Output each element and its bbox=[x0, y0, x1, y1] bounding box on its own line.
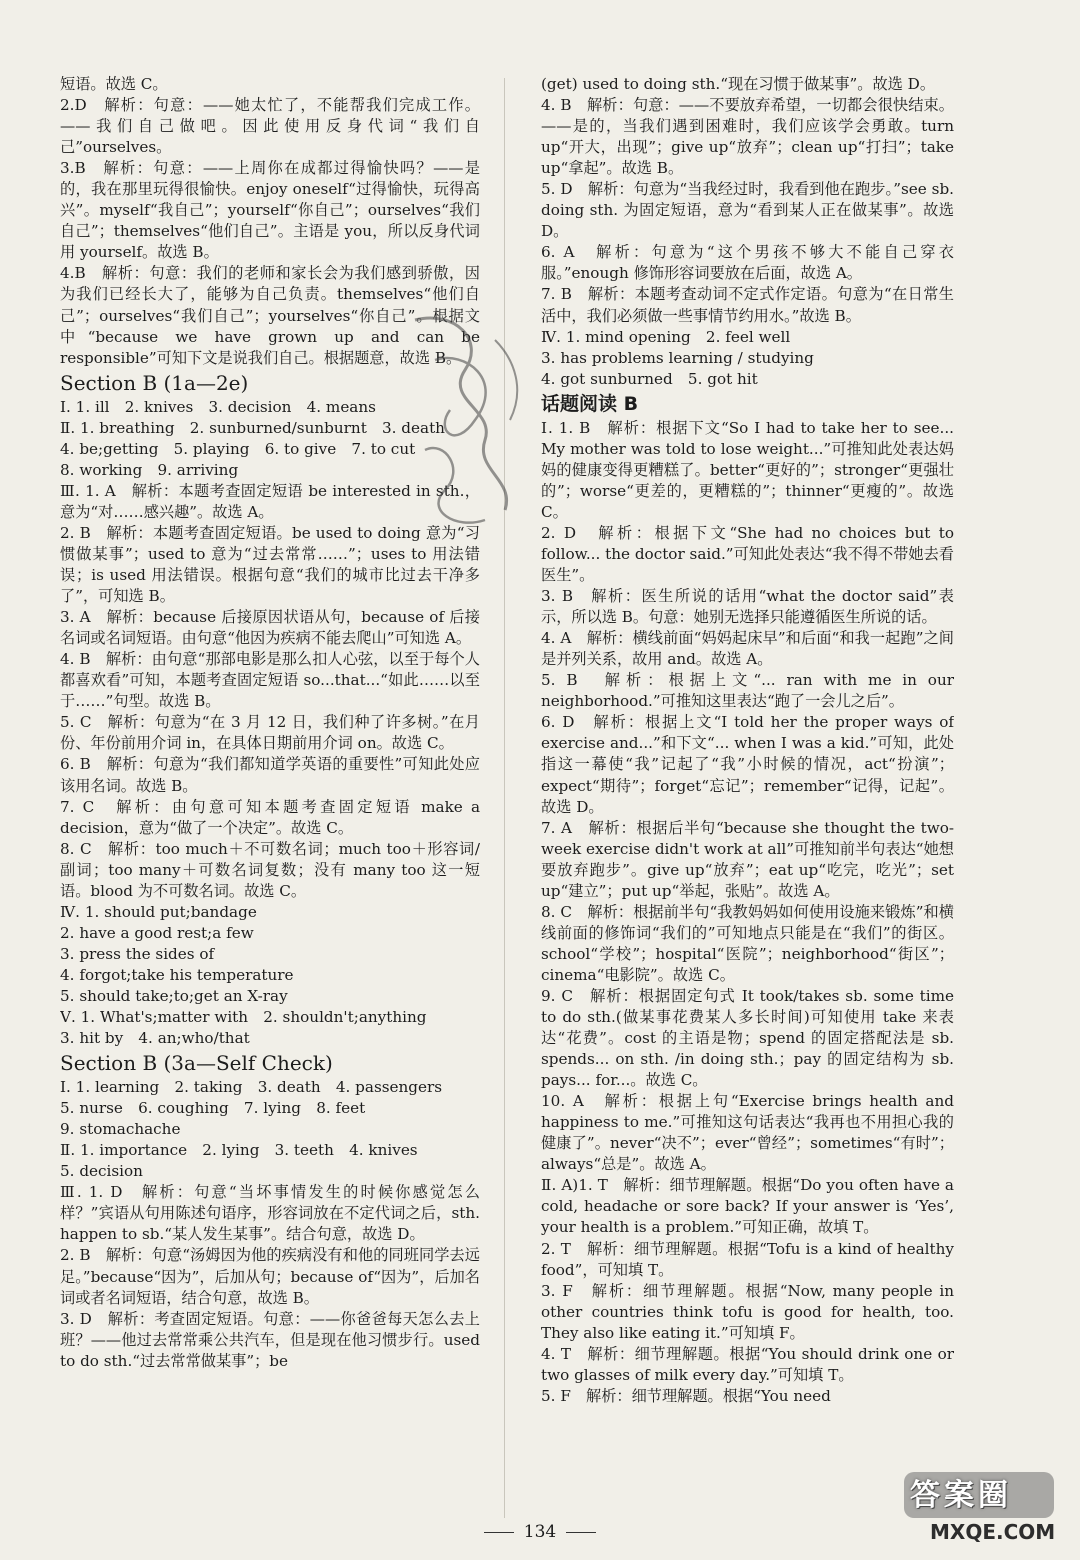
answer-paragraph: 5. B 解析：根据上文“... ran with me in our neighborhood.”可推知这里表达“跑了一会儿之后”。 bbox=[541, 671, 954, 711]
answer-paragraph: 8. working 9. arriving bbox=[60, 460, 239, 479]
left-column bbox=[60, 74, 480, 1514]
answer-paragraph: 3.B 解析：句意：——上周你在成都过得愉快吗？——是的，我在那里玩得很愉快。enjoy oneself“过得愉快，玩得高兴”。myself“我自己”；yourself“你自己”；ourselves“我们自己”；themselves“他们自己”。主语是 you，所以反身代词用 yourself。故选 B。 bbox=[60, 159, 480, 262]
answer-paragraph: 8. C 解析：too much＋不可数名词；much too＋形容词/副词；too many＋可数名词复数；没有 many too 这一短语。blood 为不可数名词。故选 C。 bbox=[60, 839, 480, 900]
answer-paragraph: 2. B 解析：句意“汤姆因为他的疾病没有和他的同班同学去远足。”because“因为”，后加从句；because of“因为”，后加名词或者名词短语，结合句意，故选 B。 bbox=[60, 1246, 480, 1307]
answer-paragraph: Ⅲ. 1. A 解析：本题考查固定短语 be interested in sth.，意为“对……感兴趣”。故选 A。 bbox=[60, 481, 480, 521]
answer-paragraph: 5. D 解析：句意为“当我经过时，我看到他在跑步。”see sb. doing sth. 为固定短语，意为“看到某人正在做某事”。故选 D。 bbox=[541, 180, 954, 241]
answer-paragraph: Ⅱ. 1. breathing 2. sunburned/sunburnt 3. death bbox=[60, 418, 445, 437]
answer-paragraph: 4.B 解析：句意：我们的老师和家长会为我们感到骄傲，因为我们已经长大了，能够为自己负责。themselves“他们自己”；ourselves“我们自己”；yourselves“你自己”。根据文中“because we have grown up and can be responsible”可知下文是说我们自己。根据题意，故选 B。 bbox=[60, 264, 480, 367]
answer-paragraph: Ⅰ. 1. ill 2. knives 3. decision 4. means bbox=[60, 397, 376, 416]
answer-paragraph: Ⅳ. 1. should put;bandage bbox=[60, 902, 257, 921]
right-column bbox=[541, 74, 954, 1534]
section-heading: Section B (1a—2e) bbox=[60, 370, 249, 395]
answer-paragraph: 3. B 解析：医生所说的话用“what the doctor said”表示，所以选 B。句意：她别无选择只能遵循医生所说的话。 bbox=[541, 587, 954, 627]
handwritten-watermark bbox=[395, 300, 545, 540]
answer-paragraph: (get) used to doing sth.“现在习惯于做某事”。故选 D。 bbox=[541, 75, 936, 93]
answer-paragraph: 3. hit by 4. an;who/that bbox=[60, 1029, 250, 1048]
logo-url: MXQE.COM bbox=[930, 1520, 1056, 1544]
answer-paragraph: 6. B 解析：句意为“我们都知道学英语的重要性”可知此处应该用名词。故选 B。 bbox=[60, 755, 480, 795]
answer-paragraph: 6. A 解析：句意为“这个男孩不够大不能自己穿衣服。”enough 修饰形容词要放在后面，故选 A。 bbox=[541, 243, 954, 283]
answer-paragraph: Ⅱ. A)1. T 解析：细节理解题。根据“Do you often have a cold, headache or sore back? If your answer is ‘Yes’, your health is a problem.”可知正确，故填 T。 bbox=[541, 1176, 954, 1237]
answer-paragraph: 2. D 解析：根据下文“She had no choices but to follow... the doctor said.”可知此处表达“我不得不带她去看医生”。 bbox=[541, 523, 954, 585]
answer-paragraph: 10. A 解析：根据上句“Exercise brings health and happiness to me.”可推知这句话表达“我再也不用担心我的健康了”。never“决不”；ever“曾经”；sometimes“有时”；always“总是”。故选 A。 bbox=[541, 1092, 954, 1174]
answer-paragraph: 4. B 解析：由句意“那部电影是那么扣人心弦，以至于每个人都喜欢看”可知，本题考查固定短语 so...that...“如此……以至于……”句型。故选 B。 bbox=[60, 650, 480, 711]
answer-paragraph: Ⅰ. 1. B 解析：根据下文“So I had to take her to see... My mother was told to lose weight...”可推知此处表达妈妈的健康变得更糟糕了。better“更好的”；stronger“更强壮的”；worse“更差的，更糟糕的”；thinner“更瘦的”。故选 C。 bbox=[541, 418, 954, 521]
answer-paragraph: 4. got sunburned 5. got hit bbox=[541, 369, 758, 388]
answer-paragraph: 5. C 解析：句意为“在 3 月 12 日，我们种了许多树。”在月份、年份前用介词 in，在具体日期前用介词 on。故选 C。 bbox=[60, 713, 480, 753]
answer-paragraph: 3. has problems learning / studying bbox=[541, 348, 814, 367]
answer-paragraph: 9. C 解析：根据固定句式 It took/takes sb. some time to do sth.(做某事花费某人多长时间)可知使用 take 来表达“花费”。cost 的主语是物；spend 的固定搭配法是 sb. spends... on sth. /in doing sth.；pay 的固定结构为 sb. pays... for...。故选 C。 bbox=[541, 986, 954, 1090]
answer-paragraph: 5. F 解析：细节理解题。根据“You need bbox=[541, 1386, 831, 1405]
column-divider bbox=[504, 78, 505, 1518]
answer-paragraph: 5. should take;to;get an X-ray bbox=[60, 986, 288, 1005]
answer-paragraph: 3. press the sides of bbox=[60, 944, 215, 963]
answer-paragraph: 5. decision bbox=[60, 1162, 143, 1181]
answer-paragraph: 6. D 解析：根据上文“I told her the proper ways of exercise and...”和下文“... when I was a kid.”可知，此处指这一幕使“我”记起了“我”小时候的情况，act“扮演”；expect“期待”；forget“忘记”；remember“记得，记起”。故选 D。 bbox=[541, 713, 954, 816]
answer-paragraph: 3. D 解析：考查固定短语。句意：——你爸爸每天怎么去上班？——他过去常常乘公共汽车，但是现在他习惯步行。used to do sth.“过去常常做某事”；be bbox=[60, 1309, 480, 1370]
answer-paragraph: 9. stomachache bbox=[60, 1120, 181, 1139]
answer-paragraph: Ⅳ. 1. mind opening 2. feel well bbox=[541, 327, 791, 346]
answer-paragraph: 2. T 解析：细节理解题。根据“Tofu is a kind of healthy food”，可知填 T。 bbox=[541, 1239, 954, 1279]
answer-paragraph: Ⅰ. 1. learning 2. taking 3. death 4. passengers bbox=[60, 1078, 443, 1097]
answer-paragraph: 3. A 解析：because 后接原因状语从句，because of 后接名词或名词短语。由句意“他因为疾病不能去爬山”可知选 A。 bbox=[60, 608, 480, 648]
answer-paragraph: 4. forgot;take his temperature bbox=[60, 965, 294, 984]
answer-paragraph: 4. T 解析：细节理解题。根据“You should drink one or two glasses of milk every day.”可知填 T。 bbox=[541, 1344, 954, 1384]
page-number: 134 bbox=[0, 1522, 1080, 1542]
answer-paragraph: 7. C 解析：由句意可知本题考查固定短语 make a decision，意为“做了一个决定”。故选 C。 bbox=[60, 797, 480, 837]
answer-paragraph: 5. nurse 6. coughing 7. lying 8. feet bbox=[60, 1099, 366, 1118]
answer-paragraph: 4. be;getting 5. playing 6. to give 7. to cut bbox=[60, 439, 416, 458]
answer-paragraph: Ⅱ. 1. importance 2. lying 3. teeth 4. knives bbox=[60, 1141, 418, 1160]
answer-paragraph: Ⅲ. 1. D 解析：句意“当坏事情发生的时候你感觉怎么样？”宾语从句用陈述句语序，形容词放在不定代词之后，sth. happen to sb.“某人发生某事”。结合句意，故选 D。 bbox=[60, 1183, 480, 1244]
answer-paragraph: 2. have a good rest;a few bbox=[60, 923, 254, 942]
answer-paragraph: 7. A 解析：根据后半句“because she thought the two-week exercise didn't work at all”可推知前半句表达“她想要放弃跑步”。give up“放弃”；eat up“吃完，吃光”；set up“建立”；put up“举起，张贴”。故选 A。 bbox=[541, 818, 954, 900]
answer-paragraph: 3. F 解析：细节理解题。根据“Now, many people in other countries think tofu is good for health, too. They also like eating it.”可知填 F。 bbox=[541, 1281, 954, 1342]
section-heading: Section B (3a—Self Check) bbox=[60, 1051, 333, 1076]
topic-heading: 话题阅读 B bbox=[541, 392, 639, 415]
answer-paragraph: 8. C 解析：根据前半句“我教妈妈如何使用设施来锻炼”和横线前面的修饰词“我们的”可知地点只能是在“我们”的街区。school“学校”；hospital“医院”；neighborhood“街区”；cinema“电影院”。故选 C。 bbox=[541, 902, 954, 984]
answer-paragraph: 2. B 解析：本题考查固定短语。be used to doing 意为“习惯做某事”；used to 意为“过去常常……”；uses to 用法错误；is used 用法错误。根据句意“我们的城市比过去干净多了”，可知选 B。 bbox=[60, 523, 480, 606]
answer-paragraph: 7. B 解析：本题考查动词不定式作定语。句意为“在日常生活中，我们必须做一些事情节约用水。”故选 B。 bbox=[541, 285, 954, 325]
site-logo bbox=[900, 1468, 1070, 1558]
answer-paragraph: 短语。故选 C。 bbox=[60, 75, 168, 93]
answer-paragraph: 2.D 解析：句意：——她太忙了，不能帮我们完成工作。——我们自己做吧。因此使用反身代词“我们自己”ourselves。 bbox=[60, 96, 480, 157]
answer-paragraph: Ⅴ. 1. What's;matter with 2. shouldn't;anything bbox=[60, 1008, 427, 1027]
answer-paragraph: 4. B 解析：句意：——不要放弃希望，一切都会很快结束。——是的，当我们遇到困难时，我们应该学会勇敢。turn up“开大，出现”；give up“放弃”；clean up“打扫”；take up“拿起”。故选 B。 bbox=[541, 96, 954, 178]
logo-title: 答案圈 bbox=[910, 1478, 1012, 1513]
answer-paragraph: 4. A 解析：横线前面“妈妈起床早”和后面“和我一起跑”之间是并列关系，故用 and。故选 A。 bbox=[541, 629, 954, 669]
